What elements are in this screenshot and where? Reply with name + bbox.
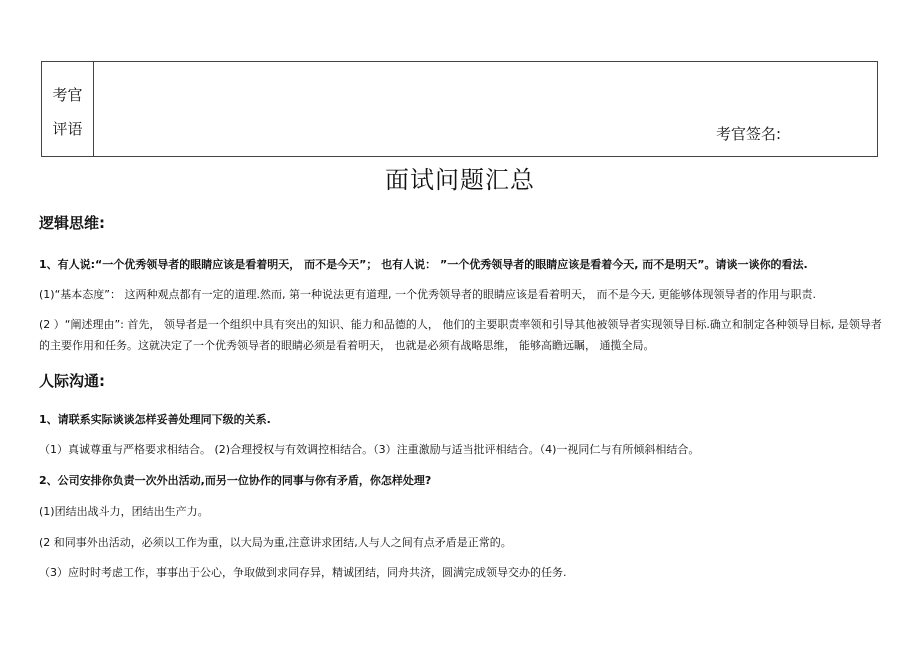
evaluation-label-cell <box>42 62 94 156</box>
question-communication-2: 2、公司安排你负责一次外出活动,而另一位协作的同事与你有矛盾，你怎样处理? <box>39 474 432 487</box>
section-heading-communication: 人际沟通: <box>39 372 105 390</box>
answer-paragraph: (2 和同事外出活动，必须以工作为重，以大局为重,注意讲求团结,人与人之间有点矛盾是正常的。 <box>39 536 512 549</box>
answer-paragraph: (1)团结出战斗力，团结出生产力。 <box>39 505 209 518</box>
answer-paragraph: (2 ）“阐述理由”: 首先， 领导者是一个组织中具有突出的知识、能力和品德的人， 他们的主要职责率领和引导其他被领导者实现领导目标.确立和制定各种领导目标, 是领导者的主要作用和任务。这就决定了一个优秀领导者的眼睛必须是看着明天， 也就是必须有战略思维， 能够高瞻远瞩， 通揽全局。 <box>39 318 882 352</box>
section-heading-logic: 逻辑思维: <box>39 214 105 232</box>
evaluation-label-line1: 考官 <box>52 86 83 104</box>
answer-paragraph: （1）真诚尊重与严格要求相结合。 (2)合理授权与有效调控相结合。（3）注重激励与适当批评相结合。（4)一视同仁与有所倾斜相结合。 <box>39 443 700 456</box>
question-communication-1: 1、请联系实际谈谈怎样妥善处理同下级的关系. <box>39 413 271 426</box>
evaluation-label-line2: 评语 <box>52 120 83 138</box>
page-title: 面试问题汇总 <box>385 166 535 194</box>
signature-label: 考官签名: <box>716 125 782 143</box>
answer-paragraph: （3）应时时考虑工作，事事出于公心，争取做到求同存异，精诚团结，同舟共济，圆满完成领导交办的任务. <box>39 566 567 579</box>
evaluation-content-cell <box>94 62 877 156</box>
answer-paragraph: (1)“基本态度”： 这两种观点都有一定的道理.然而, 第一种说法更有道理, 一个优秀领导者的眼睛应该是看着明天， 而不是今天, 更能够体现领导者的作用与职责. <box>39 288 816 301</box>
question-logic-1: 1、有人说:“一个优秀领导者的眼睛应该是看着明天， 而不是今天”； 也有人说： ”一个优秀领导者的眼睛应该是看着今天, 而不是明天”。请谈一谈你的看法. <box>39 258 808 271</box>
examiner-evaluation-box <box>41 61 878 157</box>
